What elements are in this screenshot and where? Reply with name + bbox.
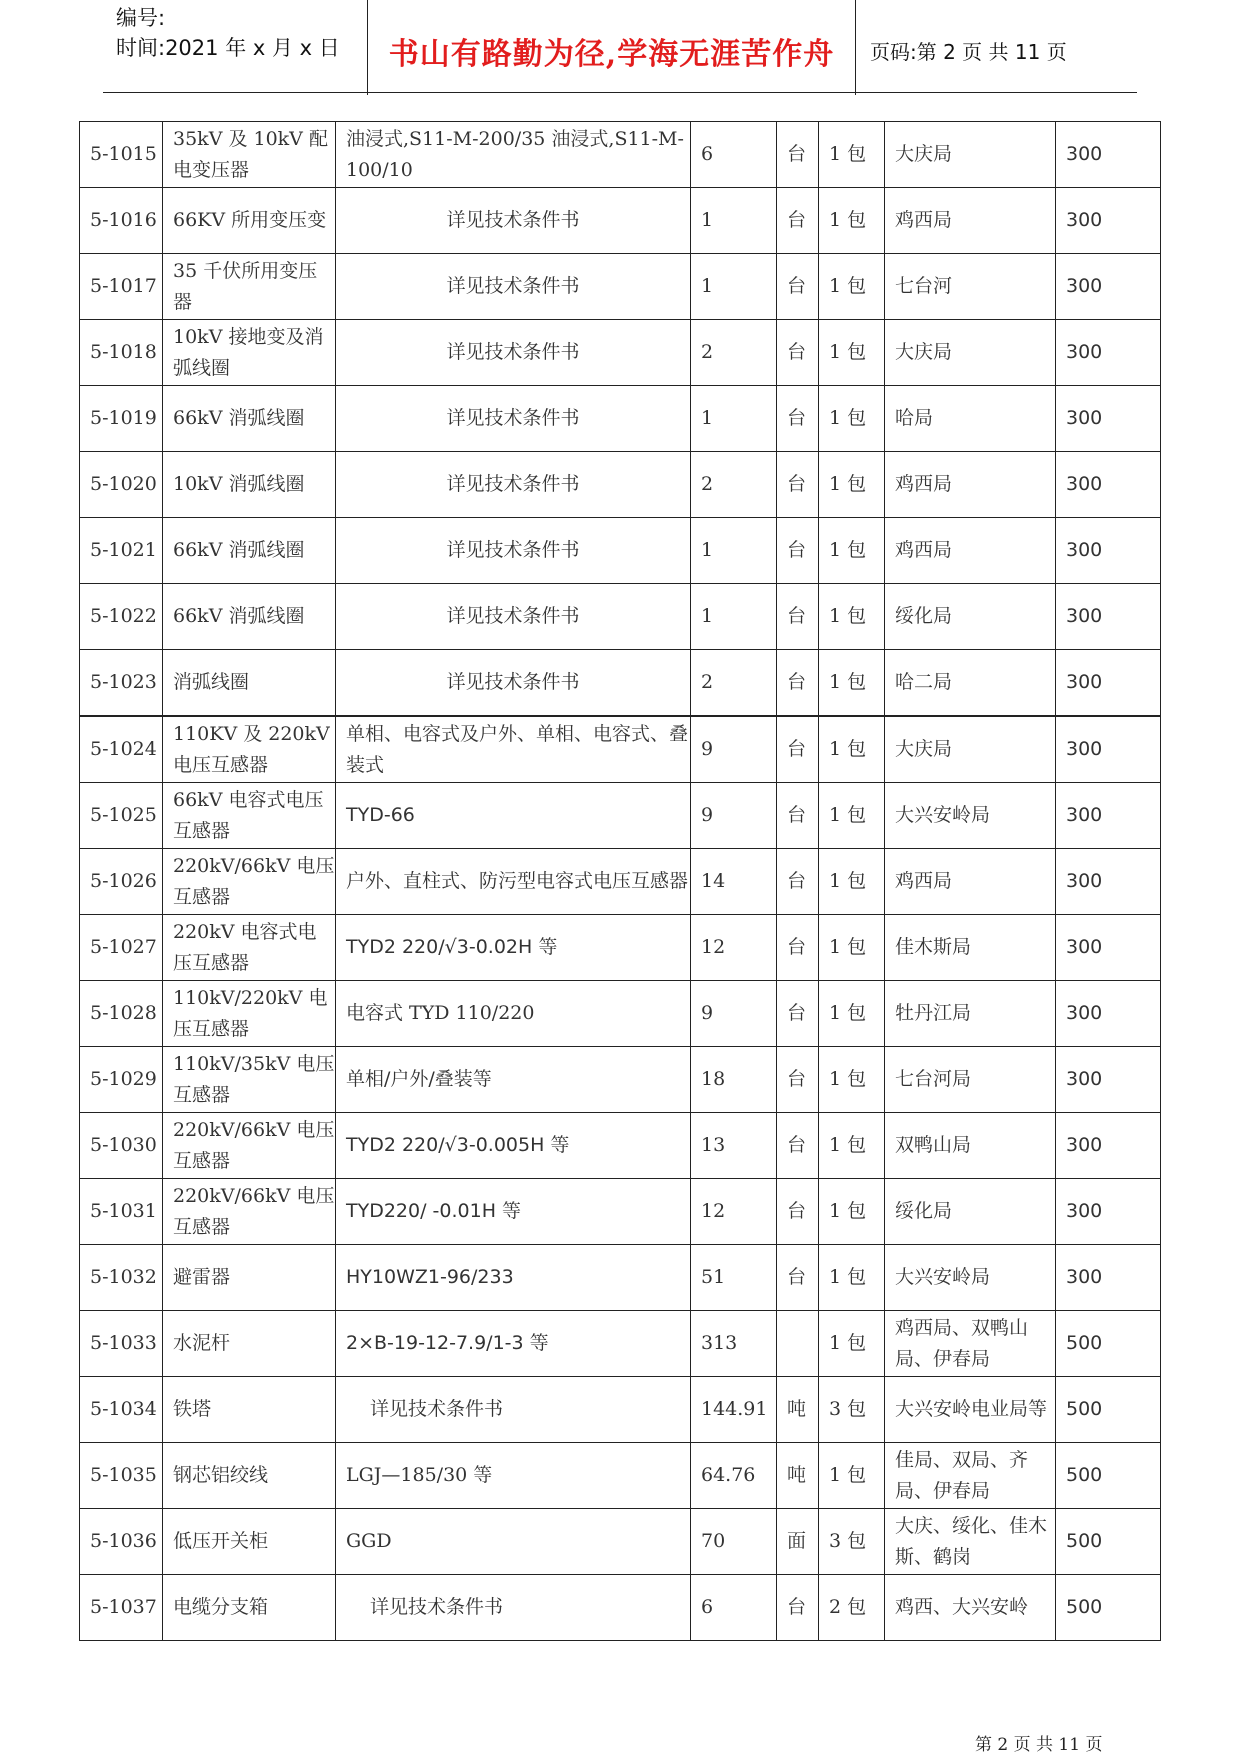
destination-cell: 佳木斯局 bbox=[885, 915, 1056, 981]
price-cell: 500 bbox=[1056, 1575, 1161, 1641]
price-cell: 300 bbox=[1056, 1047, 1161, 1113]
item-code-cell: 5-1036 bbox=[80, 1509, 163, 1575]
date-label: 时间:2021 年 x 月 x 日 bbox=[116, 36, 340, 60]
item-spec-cell: 详见技术条件书 bbox=[336, 254, 691, 320]
destination-cell: 鸡西局 bbox=[885, 849, 1056, 915]
destination-cell: 佳局、双局、齐局、伊春局 bbox=[885, 1443, 1056, 1509]
unit-cell: 台 bbox=[777, 1113, 819, 1179]
package-cell: 1 包 bbox=[819, 915, 885, 981]
price-cell: 300 bbox=[1056, 320, 1161, 386]
unit-cell: 台 bbox=[777, 981, 819, 1047]
quantity-cell: 144.91 bbox=[691, 1377, 777, 1443]
item-code-cell: 5-1031 bbox=[80, 1179, 163, 1245]
item-code-cell: 5-1017 bbox=[80, 254, 163, 320]
item-name-cell: 110kV/35kV 电压互感器 bbox=[163, 1047, 336, 1113]
price-cell: 300 bbox=[1056, 188, 1161, 254]
destination-cell: 大兴安岭局 bbox=[885, 1245, 1056, 1311]
destination-cell: 七台河局 bbox=[885, 1047, 1056, 1113]
item-spec-cell: 详见技术条件书 bbox=[336, 1575, 691, 1641]
quantity-cell: 70 bbox=[691, 1509, 777, 1575]
item-code-cell: 5-1029 bbox=[80, 1047, 163, 1113]
item-name-cell: 220kV/66kV 电压互感器 bbox=[163, 1179, 336, 1245]
quantity-cell: 9 bbox=[691, 783, 777, 849]
motto-text: 书山有路勤为径,学海无涯苦作舟 bbox=[388, 37, 835, 72]
unit-cell: 台 bbox=[777, 188, 819, 254]
item-spec-cell: TYD220/ -0.01H 等 bbox=[336, 1179, 691, 1245]
item-code-cell: 5-1023 bbox=[80, 650, 163, 717]
unit-cell: 台 bbox=[777, 518, 819, 584]
quantity-cell: 1 bbox=[691, 254, 777, 320]
item-name-cell: 110kV/220kV 电压互感器 bbox=[163, 981, 336, 1047]
table-row bbox=[80, 849, 1161, 915]
item-code-cell: 5-1024 bbox=[80, 716, 163, 783]
item-name-cell: 避雷器 bbox=[163, 1245, 336, 1311]
destination-cell: 哈二局 bbox=[885, 650, 1056, 717]
item-name-cell: 66kV 消弧线圈 bbox=[163, 584, 336, 650]
item-code-cell: 5-1028 bbox=[80, 981, 163, 1047]
header-motto-block bbox=[367, 0, 856, 95]
item-spec-cell: 油浸式,S11-M-200/35 油浸式,S11-M-100/10 bbox=[336, 122, 691, 188]
item-code-cell: 5-1019 bbox=[80, 386, 163, 452]
table-row bbox=[80, 584, 1161, 650]
item-name-cell: 220kV 电容式电压互感器 bbox=[163, 915, 336, 981]
package-cell: 1 包 bbox=[819, 518, 885, 584]
destination-cell: 大兴安岭局 bbox=[885, 783, 1056, 849]
price-cell: 500 bbox=[1056, 1443, 1161, 1509]
destination-cell: 大兴安岭电业局等 bbox=[885, 1377, 1056, 1443]
quantity-cell: 14 bbox=[691, 849, 777, 915]
page-header bbox=[103, 0, 1137, 95]
quantity-cell: 12 bbox=[691, 915, 777, 981]
item-spec-cell: 详见技术条件书 bbox=[336, 452, 691, 518]
item-code-cell: 5-1033 bbox=[80, 1311, 163, 1377]
item-code-cell: 5-1016 bbox=[80, 188, 163, 254]
package-cell: 1 包 bbox=[819, 981, 885, 1047]
item-spec-cell: 详见技术条件书 bbox=[336, 650, 691, 717]
quantity-cell: 1 bbox=[691, 386, 777, 452]
package-cell: 2 包 bbox=[819, 1575, 885, 1641]
table-row bbox=[80, 981, 1161, 1047]
item-spec-cell: LGJ—185/30 等 bbox=[336, 1443, 691, 1509]
quantity-cell: 1 bbox=[691, 188, 777, 254]
table-row bbox=[80, 254, 1161, 320]
package-cell: 1 包 bbox=[819, 452, 885, 518]
table-body bbox=[80, 122, 1161, 1641]
unit-cell: 台 bbox=[777, 254, 819, 320]
item-code-cell: 5-1022 bbox=[80, 584, 163, 650]
item-spec-cell: 详见技术条件书 bbox=[336, 584, 691, 650]
item-spec-cell: 详见技术条件书 bbox=[336, 1377, 691, 1443]
unit-cell: 吨 bbox=[777, 1443, 819, 1509]
table-row bbox=[80, 915, 1161, 981]
quantity-cell: 64.76 bbox=[691, 1443, 777, 1509]
package-cell: 1 包 bbox=[819, 386, 885, 452]
package-cell: 1 包 bbox=[819, 650, 885, 717]
package-cell: 1 包 bbox=[819, 584, 885, 650]
quantity-cell: 12 bbox=[691, 1179, 777, 1245]
price-cell: 300 bbox=[1056, 716, 1161, 783]
unit-cell: 面 bbox=[777, 1509, 819, 1575]
number-label: 编号: bbox=[116, 6, 166, 30]
destination-cell: 鸡西局 bbox=[885, 188, 1056, 254]
unit-cell: 台 bbox=[777, 452, 819, 518]
package-cell: 1 包 bbox=[819, 320, 885, 386]
price-cell: 300 bbox=[1056, 783, 1161, 849]
unit-cell: 台 bbox=[777, 783, 819, 849]
quantity-cell: 9 bbox=[691, 981, 777, 1047]
item-name-cell: 110KV 及 220kV 电压互感器 bbox=[163, 716, 336, 783]
unit-cell: 台 bbox=[777, 650, 819, 717]
unit-cell: 台 bbox=[777, 584, 819, 650]
package-cell: 1 包 bbox=[819, 1047, 885, 1113]
item-name-cell: 铁塔 bbox=[163, 1377, 336, 1443]
item-spec-cell: HY10WZ1-96/233 bbox=[336, 1245, 691, 1311]
package-cell: 1 包 bbox=[819, 1245, 885, 1311]
page-footer: 第 2 页 共 11 页 bbox=[975, 1735, 1103, 1755]
package-cell: 1 包 bbox=[819, 122, 885, 188]
item-name-cell: 10kV 消弧线圈 bbox=[163, 452, 336, 518]
item-code-cell: 5-1037 bbox=[80, 1575, 163, 1641]
price-cell: 300 bbox=[1056, 386, 1161, 452]
destination-cell: 大庆局 bbox=[885, 320, 1056, 386]
destination-cell: 大庆局 bbox=[885, 716, 1056, 783]
item-spec-cell: TYD-66 bbox=[336, 783, 691, 849]
item-name-cell: 66kV 消弧线圈 bbox=[163, 518, 336, 584]
item-code-cell: 5-1027 bbox=[80, 915, 163, 981]
table-row bbox=[80, 1509, 1161, 1575]
package-cell: 1 包 bbox=[819, 1113, 885, 1179]
table-row bbox=[80, 386, 1161, 452]
item-code-cell: 5-1018 bbox=[80, 320, 163, 386]
package-cell: 1 包 bbox=[819, 716, 885, 783]
unit-cell: 台 bbox=[777, 320, 819, 386]
item-name-cell: 10kV 接地变及消弧线圈 bbox=[163, 320, 336, 386]
price-cell: 300 bbox=[1056, 849, 1161, 915]
price-cell: 500 bbox=[1056, 1377, 1161, 1443]
price-cell: 300 bbox=[1056, 254, 1161, 320]
destination-cell: 鸡西局 bbox=[885, 518, 1056, 584]
price-cell: 300 bbox=[1056, 122, 1161, 188]
table-row bbox=[80, 518, 1161, 584]
package-cell: 3 包 bbox=[819, 1377, 885, 1443]
equipment-table bbox=[79, 121, 1161, 1641]
price-cell: 300 bbox=[1056, 518, 1161, 584]
item-name-cell: 35 千伏所用变压器 bbox=[163, 254, 336, 320]
destination-cell: 鸡西局、双鸭山局、伊春局 bbox=[885, 1311, 1056, 1377]
table-row bbox=[80, 1047, 1161, 1113]
item-spec-cell: TYD2 220/√3-0.005H 等 bbox=[336, 1113, 691, 1179]
table-row bbox=[80, 452, 1161, 518]
destination-cell: 七台河 bbox=[885, 254, 1056, 320]
package-cell: 1 包 bbox=[819, 1179, 885, 1245]
item-spec-cell: 详见技术条件书 bbox=[336, 188, 691, 254]
item-spec-cell: 电容式 TYD 110/220 bbox=[336, 981, 691, 1047]
item-name-cell: 66KV 所用变压变 bbox=[163, 188, 336, 254]
item-code-cell: 5-1026 bbox=[80, 849, 163, 915]
package-cell: 1 包 bbox=[819, 188, 885, 254]
price-cell: 500 bbox=[1056, 1311, 1161, 1377]
table-row bbox=[80, 1311, 1161, 1377]
package-cell: 1 包 bbox=[819, 783, 885, 849]
unit-cell: 台 bbox=[777, 386, 819, 452]
item-name-cell: 220kV/66kV 电压互感器 bbox=[163, 849, 336, 915]
price-cell: 300 bbox=[1056, 584, 1161, 650]
quantity-cell: 6 bbox=[691, 122, 777, 188]
unit-cell: 台 bbox=[777, 915, 819, 981]
item-name-cell: 低压开关柜 bbox=[163, 1509, 336, 1575]
quantity-cell: 313 bbox=[691, 1311, 777, 1377]
quantity-cell: 1 bbox=[691, 518, 777, 584]
destination-cell: 鸡西局 bbox=[885, 452, 1056, 518]
header-left-block bbox=[103, 0, 367, 95]
quantity-cell: 2 bbox=[691, 452, 777, 518]
destination-cell: 大庆局 bbox=[885, 122, 1056, 188]
item-code-cell: 5-1030 bbox=[80, 1113, 163, 1179]
price-cell: 300 bbox=[1056, 452, 1161, 518]
item-code-cell: 5-1020 bbox=[80, 452, 163, 518]
item-name-cell: 35kV 及 10kV 配电变压器 bbox=[163, 122, 336, 188]
table-row bbox=[80, 1377, 1161, 1443]
destination-cell: 大庆、绥化、佳木斯、鹤岗 bbox=[885, 1509, 1056, 1575]
package-cell: 3 包 bbox=[819, 1509, 885, 1575]
table-row bbox=[80, 1575, 1161, 1641]
item-spec-cell: 单相、电容式及户外、单相、电容式、叠装式 bbox=[336, 716, 691, 783]
quantity-cell: 51 bbox=[691, 1245, 777, 1311]
item-name-cell: 66kV 电容式电压互感器 bbox=[163, 783, 336, 849]
item-spec-cell: GGD bbox=[336, 1509, 691, 1575]
package-cell: 1 包 bbox=[819, 1311, 885, 1377]
table-row bbox=[80, 122, 1161, 188]
item-code-cell: 5-1032 bbox=[80, 1245, 163, 1311]
table-row bbox=[80, 1179, 1161, 1245]
package-cell: 1 包 bbox=[819, 849, 885, 915]
unit-cell: 台 bbox=[777, 849, 819, 915]
item-code-cell: 5-1035 bbox=[80, 1443, 163, 1509]
item-name-cell: 消弧线圈 bbox=[163, 650, 336, 717]
table-row bbox=[80, 1113, 1161, 1179]
quantity-cell: 2 bbox=[691, 320, 777, 386]
item-code-cell: 5-1015 bbox=[80, 122, 163, 188]
price-cell: 300 bbox=[1056, 650, 1161, 717]
unit-cell: 吨 bbox=[777, 1377, 819, 1443]
header-divider bbox=[103, 92, 1137, 93]
destination-cell: 双鸭山局 bbox=[885, 1113, 1056, 1179]
table-row bbox=[80, 650, 1161, 717]
item-code-cell: 5-1021 bbox=[80, 518, 163, 584]
quantity-cell: 2 bbox=[691, 650, 777, 717]
item-spec-cell: 详见技术条件书 bbox=[336, 386, 691, 452]
price-cell: 300 bbox=[1056, 915, 1161, 981]
item-spec-cell: 详见技术条件书 bbox=[336, 518, 691, 584]
item-name-cell: 水泥杆 bbox=[163, 1311, 336, 1377]
item-spec-cell: TYD2 220/√3-0.02H 等 bbox=[336, 915, 691, 981]
item-spec-cell: 户外、直柱式、防污型电容式电压互感器 bbox=[336, 849, 691, 915]
unit-cell: 台 bbox=[777, 1245, 819, 1311]
item-spec-cell: 单相/户外/叠装等 bbox=[336, 1047, 691, 1113]
item-name-cell: 66kV 消弧线圈 bbox=[163, 386, 336, 452]
table-row bbox=[80, 1443, 1161, 1509]
item-spec-cell: 详见技术条件书 bbox=[336, 320, 691, 386]
quantity-cell: 6 bbox=[691, 1575, 777, 1641]
item-name-cell: 电缆分支箱 bbox=[163, 1575, 336, 1641]
unit-cell: 台 bbox=[777, 1179, 819, 1245]
quantity-cell: 18 bbox=[691, 1047, 777, 1113]
destination-cell: 绥化局 bbox=[885, 1179, 1056, 1245]
unit-cell: 台 bbox=[777, 1575, 819, 1641]
header-page-block bbox=[854, 0, 1137, 95]
item-name-cell: 钢芯铝绞线 bbox=[163, 1443, 336, 1509]
table-row bbox=[80, 1245, 1161, 1311]
table-row bbox=[80, 783, 1161, 849]
price-cell: 300 bbox=[1056, 981, 1161, 1047]
unit-cell: 台 bbox=[777, 1047, 819, 1113]
destination-cell: 鸡西、大兴安岭 bbox=[885, 1575, 1056, 1641]
destination-cell: 牡丹江局 bbox=[885, 981, 1056, 1047]
page-label: 页码:第 2 页 共 11 页 bbox=[870, 40, 1067, 64]
price-cell: 300 bbox=[1056, 1113, 1161, 1179]
destination-cell: 绥化局 bbox=[885, 584, 1056, 650]
item-name-cell: 220kV/66kV 电压互感器 bbox=[163, 1113, 336, 1179]
price-cell: 500 bbox=[1056, 1509, 1161, 1575]
package-cell: 1 包 bbox=[819, 1443, 885, 1509]
package-cell: 1 包 bbox=[819, 254, 885, 320]
price-cell: 300 bbox=[1056, 1179, 1161, 1245]
item-spec-cell: 2×B-19-12-7.9/1-3 等 bbox=[336, 1311, 691, 1377]
quantity-cell: 9 bbox=[691, 716, 777, 783]
table-row bbox=[80, 716, 1161, 783]
quantity-cell: 1 bbox=[691, 584, 777, 650]
price-cell: 300 bbox=[1056, 1245, 1161, 1311]
unit-cell bbox=[777, 1311, 819, 1377]
table-row bbox=[80, 188, 1161, 254]
item-code-cell: 5-1025 bbox=[80, 783, 163, 849]
item-code-cell: 5-1034 bbox=[80, 1377, 163, 1443]
table-row bbox=[80, 320, 1161, 386]
unit-cell: 台 bbox=[777, 122, 819, 188]
unit-cell: 台 bbox=[777, 716, 819, 783]
quantity-cell: 13 bbox=[691, 1113, 777, 1179]
destination-cell: 哈局 bbox=[885, 386, 1056, 452]
